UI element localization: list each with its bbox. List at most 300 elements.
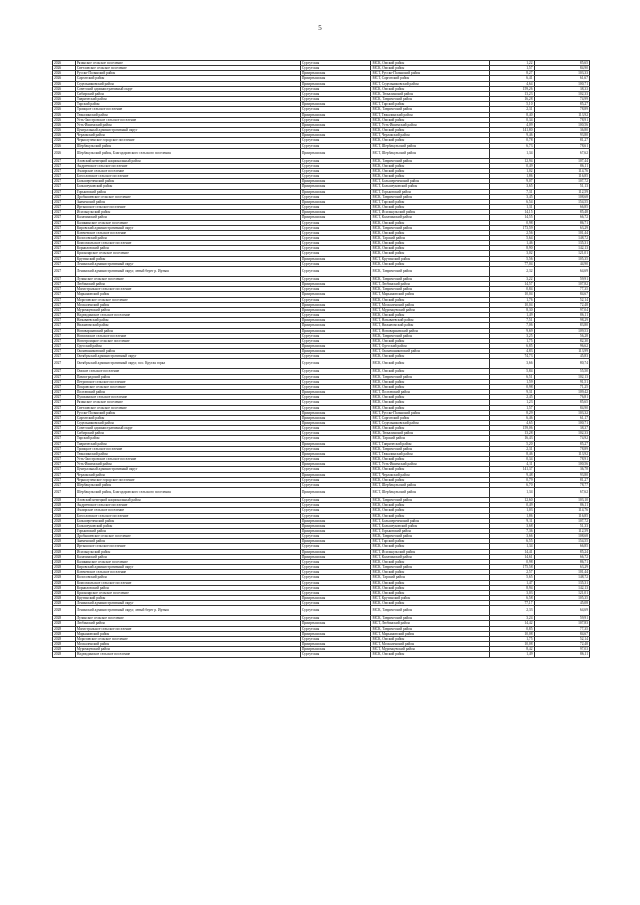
cell-value-a: 7,51 (489, 318, 534, 323)
cell-branch: Прииртышская (300, 472, 371, 477)
cell-territory: Пушкинское сельское поселение (75, 395, 300, 400)
cell-value-a: 3,65 (489, 184, 534, 189)
cell-station: МСК, Таврический район (371, 266, 489, 276)
cell-value-a: 1,34 (489, 488, 534, 498)
cell-value-a: 1,03 (489, 508, 534, 513)
cell-station: МСТ, Москаленский район (371, 642, 489, 647)
cell-station: МСК, Таврический район (371, 626, 489, 631)
cell-territory: Усть-Заостровское сельское поселение (75, 117, 300, 122)
cell-branch: Прииртышская (300, 328, 371, 333)
cell-year: 2028 (53, 575, 76, 580)
cell-value-b: 66,85 (534, 544, 589, 549)
cell-territory: Красноярское сельское поселение (75, 251, 300, 256)
cell-station: МСТ, Саргатский район (371, 76, 489, 81)
cell-territory: Корниловский район (75, 585, 300, 590)
cell-value-b: 154,55 (534, 199, 589, 204)
cell-value-a: 14,42 (489, 621, 534, 626)
cell-value-a: 0,79 (489, 477, 534, 482)
cell-year: 2028 (53, 570, 76, 575)
cell-year: 2027 (53, 199, 76, 204)
cell-branch: Сургутская (300, 513, 371, 518)
cell-value-a: 2,56 (489, 230, 534, 235)
cell-value-b: 135,31 (534, 241, 589, 246)
cell-territory: Большереченский район (75, 518, 300, 523)
cell-year: 2028 (53, 631, 76, 636)
cell-year: 2028 (53, 642, 76, 647)
cell-station: МСТ, Черлакский район (371, 133, 489, 138)
cell-branch: Прииртышская (300, 441, 371, 446)
cell-year: 2027 (53, 369, 76, 374)
cell-station: МСК, Омский район (371, 400, 489, 405)
cell-branch: Сургутская (300, 570, 371, 575)
cell-value-b: 45,08 (534, 601, 589, 606)
cell-year: 2026 (53, 148, 76, 158)
cell-station: МСТ, Калачинский район (371, 215, 489, 220)
cell-value-a: 2,33 (489, 606, 534, 616)
cell-branch: Сургутская (300, 138, 371, 143)
cell-branch: Сургутская (300, 266, 371, 276)
cell-branch: Прииртышская (300, 302, 371, 307)
table-body (53, 61, 590, 658)
cell-value-b: 56,28 (534, 333, 589, 338)
cell-year: 2027 (53, 215, 76, 220)
cell-value-b: 91,51 (534, 379, 589, 384)
cell-station: МСТ, Муромцевский район (371, 307, 489, 312)
cell-station: МСТ, Тарский район (371, 102, 489, 107)
cell-territory: Дробышевское сельское поселение (75, 534, 300, 539)
cell-branch: Сургутская (300, 143, 371, 148)
cell-branch: Прииртышская (300, 451, 371, 456)
cell-value-b: 107,72 (534, 179, 589, 184)
cell-value-a: 6,70 (489, 482, 534, 487)
cell-value-a: 77,17 (489, 601, 534, 606)
cell-territory: Азовский немецкий национальный район (75, 498, 300, 503)
cell-value-b: 78,89 (534, 107, 589, 112)
cell-value-a: 0,34 (489, 457, 534, 462)
cell-value-b: 100,71 (534, 421, 589, 426)
cell-value-a: 14,55 (489, 215, 534, 220)
cell-branch: Сургутская (300, 251, 371, 256)
cell-year: 2027 (53, 189, 76, 194)
cell-station: МСТ, Любинский район (371, 282, 489, 287)
cell-value-b: 78,91 (534, 457, 589, 462)
cell-value-b: 114,76 (534, 168, 589, 173)
cell-value-b: 36,78 (534, 467, 589, 472)
cell-year: 2027 (53, 230, 76, 235)
cell-territory: Седельниковский район (75, 81, 300, 86)
cell-branch: Сургутская (300, 498, 371, 503)
cell-territory: Красноярское сельское поселение (75, 590, 300, 595)
cell-value-a: 1,49 (489, 313, 534, 318)
cell-territory: Саргатский район (75, 415, 300, 420)
cell-value-a: 3,24 (489, 616, 534, 621)
cell-year: 2027 (53, 379, 76, 384)
cell-station: МСК, Омский район (371, 457, 489, 462)
cell-branch: Сургутская (300, 565, 371, 570)
cell-value-b: 93,80 (534, 133, 589, 138)
cell-value-a: 0,98 (489, 559, 534, 564)
cell-branch: Сургутская (300, 354, 371, 359)
cell-value-b: 38,33 (534, 86, 589, 91)
cell-station: МСТ, Исилькульский район (371, 210, 489, 215)
cell-station: МСК, Омский район (371, 601, 489, 606)
cell-station: МСК, Таврический район (371, 225, 489, 230)
cell-value-a: 6,46 (489, 415, 534, 420)
cell-station: МСК, Омский район (371, 369, 489, 374)
cell-value-b: 84,90 (534, 405, 589, 410)
table-row (53, 359, 590, 369)
cell-value-a: 1,02 (489, 168, 534, 173)
cell-territory: Одесский район (75, 343, 300, 348)
cell-branch: Сургутская (300, 601, 371, 606)
cell-territory: Советский административный округ (75, 86, 300, 91)
cell-territory: Крутинский район (75, 256, 300, 261)
cell-year: 2027 (53, 349, 76, 354)
cell-year: 2028 (53, 580, 76, 585)
cell-station: МСК, Омский район (371, 61, 489, 66)
cell-station: МСК, Омский район (371, 168, 489, 173)
cell-year: 2028 (53, 544, 76, 549)
cell-value-b: 84,90 (534, 66, 589, 71)
cell-year: 2027 (53, 307, 76, 312)
cell-year: 2026 (53, 81, 76, 86)
cell-year: 2027 (53, 457, 76, 462)
cell-territory: Тарский район (75, 436, 300, 441)
cell-value-a: 159,26 (489, 86, 534, 91)
cell-year: 2028 (53, 508, 76, 513)
cell-year: 2027 (53, 338, 76, 343)
cell-value-b: 78,89 (534, 446, 589, 451)
cell-value-b: 84,67 (534, 631, 589, 636)
cell-year: 2028 (53, 606, 76, 616)
cell-value-b: 44,90 (534, 261, 589, 266)
cell-territory: Корниловский район (75, 246, 300, 251)
cell-value-a: 10,04 (489, 302, 534, 307)
cell-station: МСК, Омский район (371, 405, 489, 410)
cell-value-b: 109,42 (534, 390, 589, 395)
cell-value-b: 67,62 (534, 488, 589, 498)
cell-station: МСК, Омский район (371, 544, 489, 549)
cell-value-b: 61,17 (534, 415, 589, 420)
cell-station: МСТ, Марьяновский район (371, 631, 489, 636)
cell-territory: Шербакульский район, Благодаровского сельского поселения (75, 488, 300, 498)
cell-value-a: 14,41 (489, 549, 534, 554)
cell-year: 2028 (53, 585, 76, 590)
cell-territory: Октябрьский административный округ, пос. Крутая горка (75, 359, 300, 369)
cell-year: 2028 (53, 498, 76, 503)
cell-branch: Сургутская (300, 246, 371, 251)
cell-territory: Называевский район (75, 318, 300, 323)
cell-value-b: 154,55 (534, 539, 589, 544)
cell-territory: Светловское сельское поселение (75, 66, 300, 71)
cell-value-a: 14,57 (489, 282, 534, 287)
cell-value-a: 1,76 (489, 297, 534, 302)
cell-territory: Светловское сельское поселение (75, 405, 300, 410)
cell-territory: Любинский район (75, 621, 300, 626)
cell-branch: Прииртышская (300, 102, 371, 107)
cell-value-a: 9,46 (489, 133, 534, 138)
cell-value-a: 9,07 (489, 179, 534, 184)
cell-value-a: 6,58 (489, 596, 534, 601)
cell-value-b: 66,85 (534, 205, 589, 210)
cell-station: МСК, Таврический район (371, 276, 489, 281)
cell-branch: Прииртышская (300, 554, 371, 559)
cell-station: МСК, Тарский район (371, 236, 489, 241)
cell-year: 2027 (53, 333, 76, 338)
cell-station: МСК, Омский район (371, 359, 489, 369)
cell-branch: Сургутская (300, 91, 371, 96)
cell-branch: Сургутская (300, 508, 371, 513)
cell-value-b: 103,10 (534, 498, 589, 503)
cell-station: МСТ, Тарский район (371, 199, 489, 204)
cell-value-a: 1,75 (489, 636, 534, 641)
cell-branch: Сургутская (300, 446, 371, 451)
cell-branch: Сургутская (300, 652, 371, 657)
cell-value-a: 175,58 (489, 565, 534, 570)
cell-value-b: 85,27 (534, 441, 589, 446)
cell-station: МСТ, Большеуковский район (371, 184, 489, 189)
cell-station: МСТ, Шербакульский район (371, 148, 489, 158)
cell-station: МСК, Таврический район (371, 287, 489, 292)
cell-value-b: 102,13 (534, 374, 589, 379)
cell-value-b: 108,68 (534, 194, 589, 199)
cell-year: 2028 (53, 534, 76, 539)
cell-value-b: 74,92 (534, 436, 589, 441)
cell-territory: Москаленский район (75, 302, 300, 307)
cell-territory: Горьковский район (75, 528, 300, 533)
cell-branch: Сургутская (300, 431, 371, 436)
cell-territory: Андреевское сельское поселение (75, 503, 300, 508)
cell-value-a: 7,06 (489, 323, 534, 328)
cell-branch: Прииртышская (300, 323, 371, 328)
cell-territory: Дробышевское сельское поселение (75, 194, 300, 199)
cell-value-b: 45,83 (534, 354, 589, 359)
cell-branch: Прииртышская (300, 596, 371, 601)
cell-year: 2027 (53, 313, 76, 318)
cell-value-b: 100,71 (534, 81, 589, 86)
cell-year: 2027 (53, 451, 76, 456)
cell-station: МСК, Таврический район (371, 107, 489, 112)
cell-territory: Москаленский район (75, 642, 300, 647)
cell-year: 2027 (53, 266, 76, 276)
cell-value-a: 159,06 (489, 426, 534, 431)
cell-value-a: 14,61 (489, 554, 534, 559)
table-row (53, 148, 590, 158)
cell-station: МСК, Омский район (371, 384, 489, 389)
cell-territory: Шербакульский район (75, 482, 300, 487)
cell-station: МСК, Омский район (371, 467, 489, 472)
cell-territory: Покровское сельское поселение (75, 384, 300, 389)
cell-territory: Магистральное сельское поселение (75, 626, 300, 631)
cell-year: 2027 (53, 395, 76, 400)
table-row (53, 652, 590, 657)
cell-value-b: 74,99 (534, 97, 589, 102)
cell-station: МСК, Омский район (371, 585, 489, 590)
cell-branch: Прииртышская (300, 539, 371, 544)
cell-value-a: 0,84 (489, 287, 534, 292)
cell-year: 2026 (53, 117, 76, 122)
cell-value-a: 14,15 (489, 210, 534, 215)
cell-year: 2027 (53, 405, 76, 410)
cell-value-b: 82,30 (534, 338, 589, 343)
cell-value-b: 116,85 (534, 513, 589, 518)
cell-value-b: 63,29 (534, 565, 589, 570)
cell-year: 2027 (53, 467, 76, 472)
cell-territory: Иртышское сельское поселение (75, 205, 300, 210)
cell-value-a: 1,49 (489, 652, 534, 657)
cell-value-a: 2,57 (489, 570, 534, 575)
cell-branch: Прииртышская (300, 523, 371, 528)
cell-station: МСК, Омский район (371, 251, 489, 256)
table-row (53, 266, 590, 276)
cell-year: 2028 (53, 647, 76, 652)
cell-year: 2028 (53, 539, 76, 544)
cell-territory: Марьяновский район (75, 292, 300, 297)
cell-branch: Сургутская (300, 544, 371, 549)
cell-station: МСК, Таврический район (371, 606, 489, 616)
cell-value-b: 52,14 (534, 636, 589, 641)
cell-value-b: 93,80 (534, 472, 589, 477)
cell-territory: Центральный административный округ (75, 128, 300, 133)
cell-value-a: 1,57 (489, 66, 534, 71)
cell-territory: Таврический район (75, 441, 300, 446)
cell-value-b: 77,35 (534, 626, 589, 631)
cell-branch: Сургутская (300, 158, 371, 163)
cell-value-b: 97,03 (534, 647, 589, 652)
cell-year: 2027 (53, 246, 76, 251)
cell-value-b: 103,33 (534, 71, 589, 76)
cell-territory: Лузинское сельское поселение (75, 616, 300, 621)
cell-station: МСТ, Муромцевский район (371, 647, 489, 652)
cell-value-a: 4,09 (489, 122, 534, 127)
cell-value-a: 1,31 (489, 205, 534, 210)
cell-branch: Сургутская (300, 205, 371, 210)
cell-territory: Ачаирское сельское поселение (75, 168, 300, 173)
cell-territory: Сибирский район (75, 431, 300, 436)
cell-value-b: 51,33 (534, 523, 589, 528)
cell-station: МСК, Омский район (371, 580, 489, 585)
cell-station: МСК, Омский район (371, 590, 489, 595)
cell-station: МСК, Омский район (371, 246, 489, 251)
cell-territory: Центральный административный округ (75, 467, 300, 472)
cell-territory: Петровское сельское поселение (75, 379, 300, 384)
cell-value-a: 5,20 (489, 441, 534, 446)
cell-station: МСТ, Большереченский район (371, 179, 489, 184)
cell-station: МСК, Омский район (371, 163, 489, 168)
cell-territory: Колосовский район (75, 236, 300, 241)
cell-value-a: 10,08 (489, 642, 534, 647)
cell-station: МСТ, Тюкалинский район (371, 451, 489, 456)
cell-station: МСТ, Крутинский район (371, 596, 489, 601)
cell-year: 2026 (53, 143, 76, 148)
cell-branch: Сургутская (300, 436, 371, 441)
cell-value-a: 173,59 (489, 225, 534, 230)
cell-year: 2026 (53, 128, 76, 133)
cell-territory: Горьковский район (75, 189, 300, 194)
cell-branch: Прииртышская (300, 642, 371, 647)
cell-station: МСТ, Полтавский район (371, 390, 489, 395)
cell-year: 2027 (53, 359, 76, 369)
cell-year: 2027 (53, 179, 76, 184)
cell-year: 2027 (53, 421, 76, 426)
cell-value-a: 4,65 (489, 421, 534, 426)
cell-station: МСК, Омский район (371, 508, 489, 513)
cell-value-a: 9,11 (489, 518, 534, 523)
cell-branch: Прииртышская (300, 179, 371, 184)
cell-year: 2028 (53, 528, 76, 533)
cell-branch: Сургутская (300, 174, 371, 179)
cell-branch: Прииртышская (300, 189, 371, 194)
cell-territory: Новоомское сельское поселение (75, 333, 300, 338)
cell-year: 2027 (53, 482, 76, 487)
cell-station: МСК, Тарский район (371, 575, 489, 580)
data-table-container (52, 60, 590, 658)
cell-year: 2028 (53, 549, 76, 554)
cell-year: 2027 (53, 488, 76, 498)
cell-territory: Оконешниковский район (75, 349, 300, 354)
cell-year: 2027 (53, 426, 76, 431)
cell-territory: Троицкое сельское поселение (75, 446, 300, 451)
cell-territory: Колосовский район (75, 575, 300, 580)
cell-value-a: 0,85 (489, 626, 534, 631)
cell-territory: Черлакский район (75, 133, 300, 138)
cell-value-b: 67,62 (534, 148, 589, 158)
cell-station: МСТ, Таврический район (371, 441, 489, 446)
cell-value-a: 1,47 (489, 580, 534, 585)
cell-value-a: 9,69 (489, 328, 534, 333)
cell-value-a: 6,54 (489, 199, 534, 204)
cell-station: МСК, Омский район (371, 220, 489, 225)
cell-year: 2027 (53, 354, 76, 359)
cell-territory: Большеуковский район (75, 523, 300, 528)
cell-territory: Комсомольское сельское поселение (75, 580, 300, 585)
cell-value-a: 6,41 (489, 76, 534, 81)
cell-branch: Прииртышская (300, 210, 371, 215)
cell-station: МСК, Таврический район (371, 158, 489, 163)
cell-value-b: 100,56 (534, 462, 589, 467)
cell-year: 2028 (53, 518, 76, 523)
cell-station: МСТ, Марьяновский район (371, 292, 489, 297)
cell-station: МСК, Таврический район (371, 374, 489, 379)
cell-value-a: 5,84 (489, 369, 534, 374)
cell-value-a: 9,31 (489, 390, 534, 395)
cell-value-a: 3,68 (489, 523, 534, 528)
cell-branch: Сургутская (300, 168, 371, 173)
cell-branch: Сургутская (300, 477, 371, 482)
cell-branch: Сургутская (300, 261, 371, 266)
cell-value-a: 77,04 (489, 261, 534, 266)
cell-value-b: 107,72 (534, 518, 589, 523)
cell-territory: Русско-Полянский район (75, 71, 300, 76)
cell-year: 2027 (53, 441, 76, 446)
cell-station: МСТ, Усть-Ишимский район (371, 122, 489, 127)
cell-station: МСТ, Большеуковский район (371, 523, 489, 528)
cell-branch: Сургутская (300, 467, 371, 472)
cell-year: 2026 (53, 76, 76, 81)
cell-year: 2027 (53, 431, 76, 436)
cell-year: 2028 (53, 601, 76, 606)
cell-value-a: 3,45 (489, 194, 534, 199)
cell-value-b: 78,77 (534, 482, 589, 487)
cell-branch: Прииртышская (300, 148, 371, 158)
cell-value-a: 1,86 (489, 174, 534, 179)
cell-value-a: 3,66 (489, 359, 534, 369)
cell-value-b: 102,33 (534, 431, 589, 436)
cell-year: 2027 (53, 220, 76, 225)
cell-value-b: 52,14 (534, 297, 589, 302)
cell-territory: Черлакский район (75, 472, 300, 477)
cell-station: МСК, Тюкалинский район (371, 431, 489, 436)
